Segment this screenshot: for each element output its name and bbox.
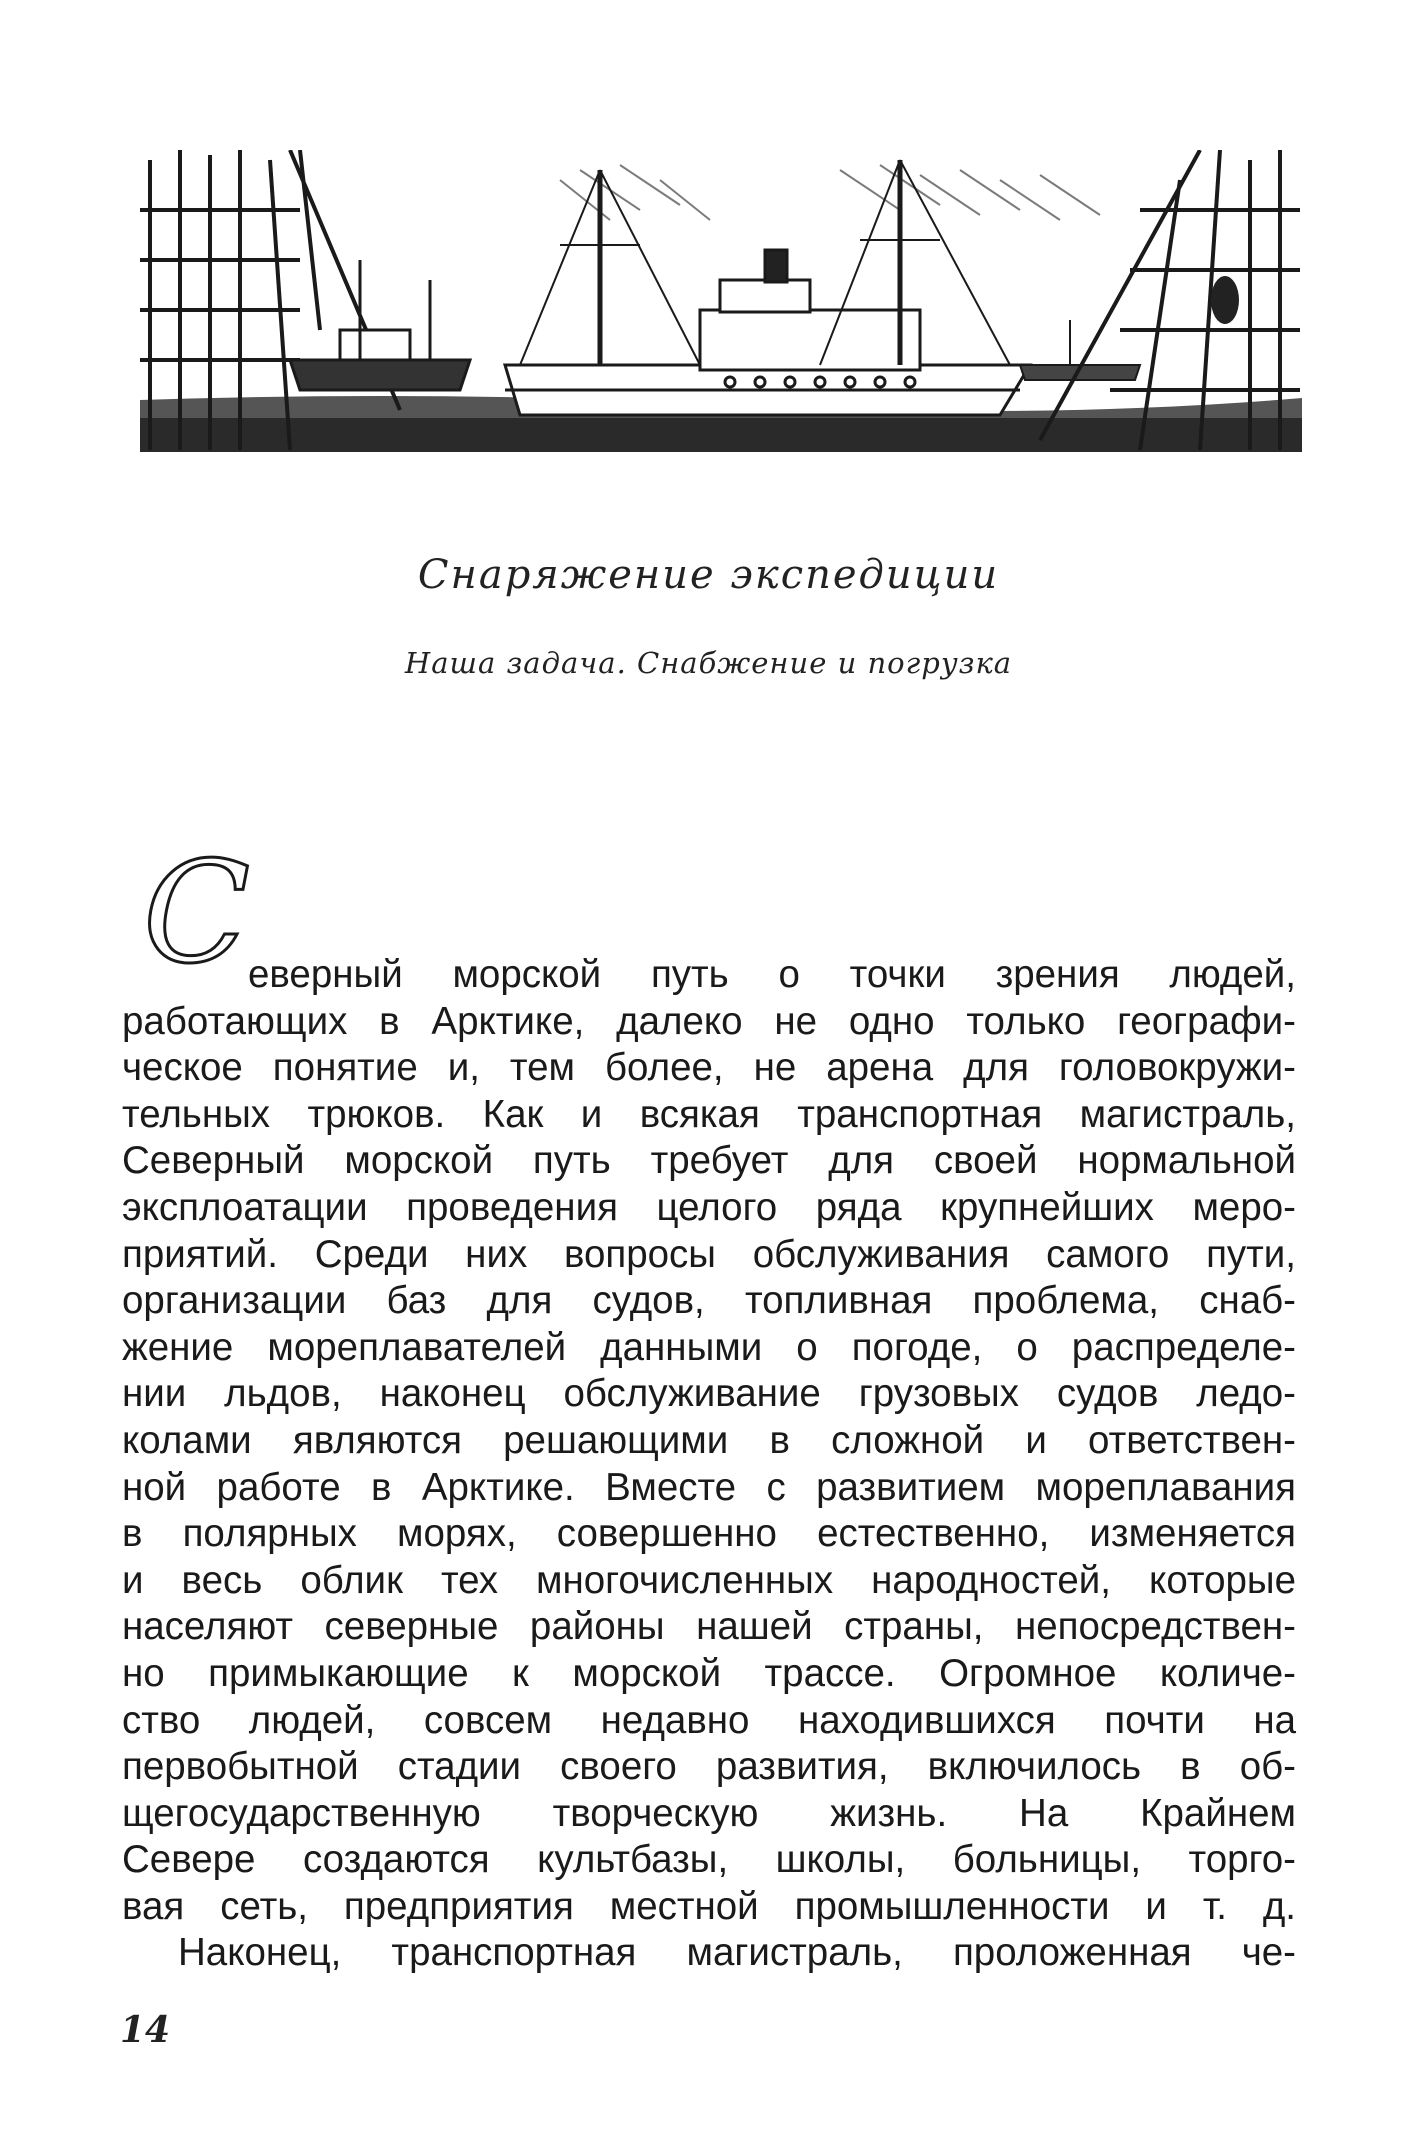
text-line: колами являются решающими в сложной и ответствен-: [122, 1418, 1296, 1462]
text-line: Наконец, транспортная магистраль, проложенная че-: [178, 1931, 1296, 1975]
text-line: нии льдов, наконец обслуживание грузовых судов ледо-: [122, 1372, 1296, 1416]
text-line: Северный морской путь требует для своей нормальной: [122, 1139, 1296, 1183]
drop-cap: С: [143, 832, 251, 995]
text-line: но примыкающие к морской трассе. Огромное количе-: [122, 1651, 1296, 1695]
body-text: [122, 952, 1296, 1977]
text-line: организации баз для судов, топливная проблема, снаб-: [122, 1279, 1296, 1323]
text-line: ной работе в Арктике. Вместе с развитием мореплавания: [122, 1465, 1296, 1509]
text-line: жение мореплавателей данными о погоде, о распределе-: [122, 1325, 1296, 1369]
text-line: Севере создаются культбазы, школы, больницы, торго-: [122, 1838, 1296, 1882]
page-number: 14: [120, 2009, 171, 2051]
text-line: тельных трюков. Как и всякая транспортная магистраль,: [122, 1092, 1296, 1136]
text-line: щегосударственную творческую жизнь. На Крайнем: [122, 1791, 1296, 1835]
text-line: приятий. Среди них вопросы обслуживания самого пути,: [122, 1232, 1296, 1276]
chapter-title: Снаряжение экспедиции: [417, 552, 1000, 598]
text-line: населяют северные районы нашей страны, непосредствен-: [122, 1605, 1296, 1649]
text-line: вая сеть, предприятия местной промышленности и т. д.: [122, 1884, 1296, 1928]
text-line: ство людей, совсем недавно находившихся почти на: [122, 1698, 1296, 1742]
ships-in-harbor-illustration: [140, 150, 1302, 452]
text-line: и весь облик тех многочисленных народностей, которые: [122, 1558, 1296, 1602]
text-line: в полярных морях, совершенно естественно, изменяется: [122, 1512, 1296, 1556]
chapter-subtitle: Наша задача. Снабжение и погрузка: [404, 646, 1013, 680]
text-line: ческое понятие и, тем более, не арена для головокружи-: [122, 1046, 1296, 1090]
text-line: еверный морской путь о точки зрения людей,: [248, 953, 1296, 996]
text-line: первобытной стадии своего развития, включилось в об-: [122, 1745, 1296, 1789]
text-line: работающих в Арктике, далеко не одно только географи-: [122, 999, 1296, 1043]
text-line: эксплоатации проведения целого ряда крупнейших меро-: [122, 1185, 1296, 1229]
